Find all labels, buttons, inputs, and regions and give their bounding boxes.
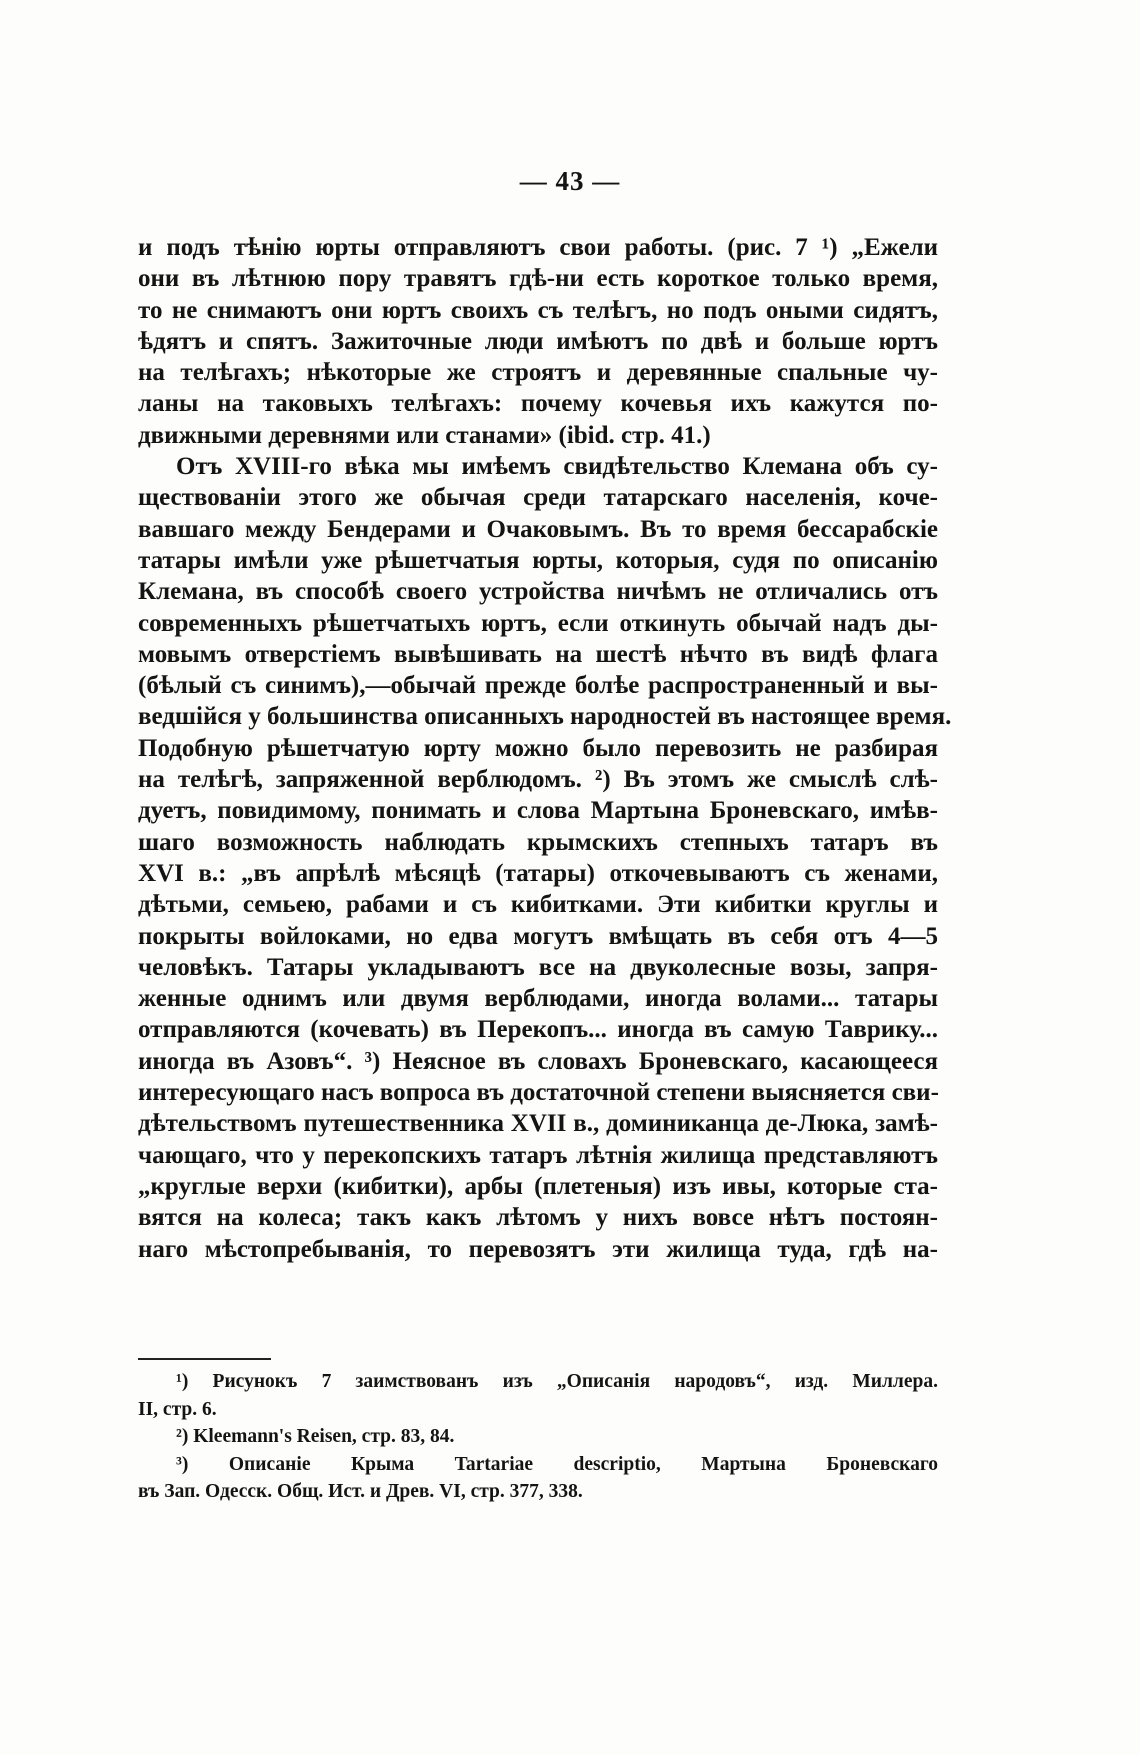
- text-line: человѣкъ. Татары укладываютъ все на двуколесные возы, запря-: [138, 953, 938, 981]
- page-number: — 43 —: [519, 166, 621, 196]
- text-line: они въ лѣтнюю пору травятъ гдѣ-ни есть короткое только время,: [138, 265, 938, 293]
- text-line: то не снимаютъ они юртъ своихъ съ телѣгъ, но подъ оными сидятъ,: [138, 296, 938, 324]
- text-line: XVI в.: „въ апрѣлѣ мѣсяцѣ (татары) откочевываютъ съ женами,: [138, 859, 938, 887]
- text-line: отправляются (кочевать) въ Перекопъ... иногда въ самую Таврику...: [138, 1016, 938, 1044]
- text-line: вятся на колеса; такъ какъ лѣтомъ у нихъ вовсе нѣтъ постоян-: [138, 1204, 938, 1232]
- text-line: (бѣлый съ синимъ),—обычай прежде болѣе распространенный и вы-: [138, 672, 938, 700]
- text-line: покрыты войлоками, но едва могутъ вмѣщать въ себя отъ 4—5: [138, 922, 938, 950]
- main-text: [138, 232, 952, 1265]
- footnote-divider: [138, 1358, 271, 1360]
- text-line: дѣтьми, семьею, рабами и съ кибитками. Эти кибитки круглы и: [138, 891, 938, 919]
- text-line: ланы на таковыхъ телѣгахъ: почему кочевья ихъ кажутся по-: [138, 390, 938, 418]
- text-line: мовымъ отверстіемъ вывѣшивать на шестѣ нѣчто въ видѣ флага: [138, 640, 938, 668]
- text-line: Отъ XVIII-го вѣка мы имѣемъ свидѣтельство Клемана объ су-: [176, 453, 938, 481]
- footnote-line: въ Зап. Одесск. Общ. Ист. и Древ. VI, стр. 377, 338.: [138, 1481, 583, 1502]
- text-line: ѣдятъ и спятъ. Зажиточные люди имѣютъ по двѣ и больше юртъ: [138, 327, 938, 355]
- text-line: и подъ тѣнію юрты отправляютъ свои работы. (рис. 7 ¹) „Ежели: [138, 234, 938, 261]
- text-line: на телѣгѣ, запряженной верблюдомъ. ²) Въ этомъ же смыслѣ слѣ-: [138, 766, 938, 794]
- text-line: чающаго, что у перекопскихъ татаръ лѣтнія жилища представляютъ: [138, 1141, 938, 1169]
- text-line: современныхъ рѣшетчатыхъ юртъ, если откинуть обычай надъ ды-: [138, 609, 938, 637]
- text-line: на телѣгахъ; нѣкоторые же строятъ и деревянные спальные чу-: [138, 359, 938, 387]
- text-line: дѣтельствомъ путешественника XVII в., доминиканца де-Люка, замѣ-: [138, 1110, 938, 1138]
- text-line: „круглые верхи (кибитки), арбы (плетеныя) изъ ивы, которые ста-: [138, 1172, 938, 1200]
- footnote-line: ²) Kleemann's Reisen, стр. 83, 84.: [176, 1426, 455, 1447]
- text-line: ведшійся у большинства описанныхъ народностей въ настоящее время.: [138, 703, 952, 731]
- footnote-line: ³) Описаніе Крыма Tartariae descriptio, Мартына Броневскаго: [176, 1453, 938, 1475]
- text-line: Подобную рѣшетчатую юрту можно было перевозить не разбирая: [138, 734, 938, 762]
- text-line: шаго возможность наблюдать крымскихъ степныхъ татаръ въ: [138, 828, 938, 856]
- footnote-line: II, стр. 6.: [138, 1398, 217, 1420]
- text-line: Клемана, въ способѣ своего устройства ничѣмъ не отличались отъ: [138, 578, 938, 606]
- text-line: иногда въ Азовъ“. ³) Неясное въ словахъ Броневскаго, касающееся: [138, 1047, 938, 1075]
- text-line: движными деревнями или станами» (ibid. стр. 41.): [138, 421, 711, 449]
- text-line: женные однимъ или двумя верблюдами, иногда волами... татары: [138, 985, 938, 1013]
- text-line: наго мѣстопребыванія, то перевозятъ эти жилища туда, гдѣ на-: [138, 1235, 938, 1263]
- text-line: интересующаго насъ вопроса въ достаточной степени выясняется сви-: [138, 1079, 939, 1107]
- text-line: татары имѣли уже рѣшетчатыя юрты, которыя, судя по описанію: [138, 546, 938, 574]
- text-line: ществованіи этого же обычая среди татарскаго населенія, коче-: [138, 484, 938, 512]
- text-line: вавшаго между Бендерами и Очаковымъ. Въ то время бессарабскіе: [138, 515, 938, 543]
- footnotes: [138, 1368, 938, 1506]
- footnote-line: ¹) Рисунокъ 7 заимствованъ изъ „Описанія народовъ“, изд. Миллера.: [176, 1371, 938, 1392]
- text-line: дуетъ, повидимому, понимать и слова Мартына Броневскаго, имѣв-: [138, 797, 938, 825]
